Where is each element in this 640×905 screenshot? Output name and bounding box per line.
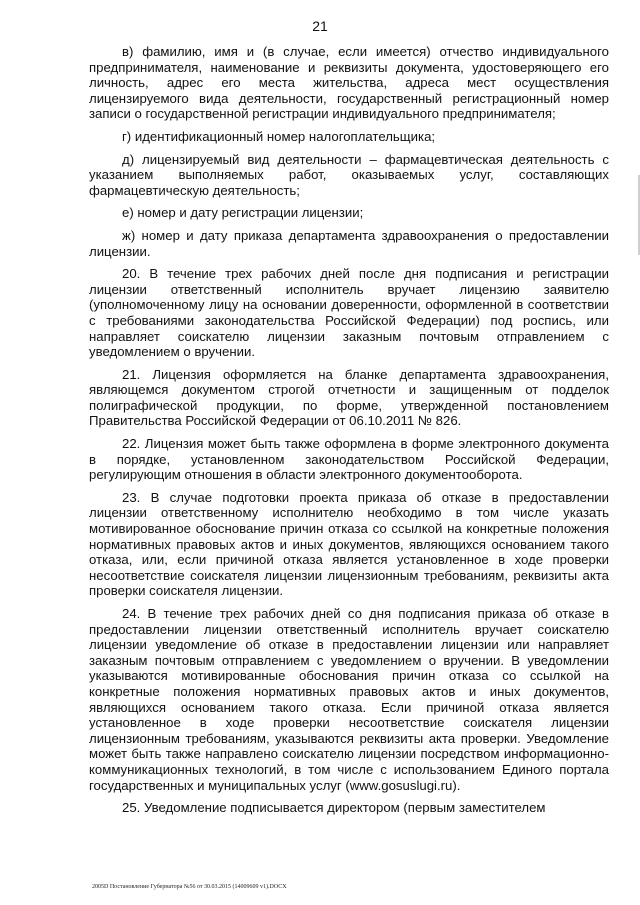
- paragraph-zh: ж) номер и дату приказа департамента здравоохранения о предоставлении лицензии.: [89, 227, 609, 259]
- page-number: 21: [312, 18, 328, 34]
- paragraph-22: 22. Лицензия может быть также оформлена в форме электронного документа в порядке, установленном законодательством Российской Федерации, регулирующим отношения в области электронного документооборота.: [89, 436, 609, 483]
- paragraph-25: 25. Уведомление подписывается директором (первым заместителем: [122, 800, 546, 816]
- paragraph-24: 24. В течение трех рабочих дней со дня подписания приказа об отказе в предоставлении лицензии ответственный исполнитель вручает соискателю лицензии уведомление об отказе в предоставлении лицензии или направляет заказным почтовым отправлением с уведомлением о вручении. В уведомлении указываются мотивированные обоснования причин отказа со ссылкой на конкретные положения нормативных правовых актов и иных документов, являющихся основанием такого отказа. Если причиной отказа является установленное в ходе проверки несоответствие соискателя лицензии лицензионным требованиям, указываются реквизиты акта проверки. Уведомление может быть также направлено соискателю лицензии посредством информационно-коммуникационных технологий, в том числе с использованием Единого портала государственных и муниципальных услуг (www.gosuslugi.ru).: [89, 606, 609, 793]
- paragraph-v: в) фамилию, имя и (в случае, если имеется) отчество индивидуального предпринимателя, наименование и реквизиты документа, удостоверяющего его личность, адрес его места жительства, адреса мест осуществления лицензируемого вида деятельности, государственный регистрационный номер записи о государственной регистрации индивидуального предпринимателя;: [89, 44, 609, 122]
- document-footer: 2005D Постановление Губернатора №56 от 30.03.2015 (14009609 v1).DOCX: [92, 884, 287, 890]
- paragraph-23: 23. В случае подготовки проекта приказа об отказе в предоставлении лицензии ответственному исполнителю необходимо в том числе указать мотивированное обоснование причин отказа со ссылкой на конкретные положения нормативных правовых актов и иных документов, являющихся основанием такого отказа, или, если причиной отказа является установленное в ходе проверки несоответствие соискателя лицензии лицензионным требованиям, реквизиты акта проверки соискателя лицензии.: [89, 489, 609, 599]
- paragraph-d: д) лицензируемый вид деятельности – фармацевтическая деятельность с указанием выполняемых работ, оказываемых услуг, составляющих фармацевтическую деятельность;: [89, 151, 609, 198]
- paragraph-20: 20. В течение трех рабочих дней после дня подписания и регистрации лицензии ответственный исполнитель вручает лицензию заявителю (уполномоченному лицу на основании доверенности, оформленной в соответствии с требованиями законодательства Российской Федерации) под роспись, или направляет соискателю лицензии заказным почтовым отправлением с уведомлением о вручении.: [89, 266, 609, 360]
- document-body: [89, 44, 609, 823]
- paragraph-g: г) идентификационный номер налогоплательщика;: [122, 128, 436, 144]
- paragraph-21: 21. Лицензия оформляется на бланке департамента здравоохранения, являющемся документом строгой отчетности и защищенным от подделок полиграфической продукции, по форме, утвержденной постановлением Правительства Российской Федерации от 06.10.2011 № 826.: [89, 366, 609, 429]
- paragraph-e: е) номер и дату регистрации лицензии;: [122, 205, 364, 221]
